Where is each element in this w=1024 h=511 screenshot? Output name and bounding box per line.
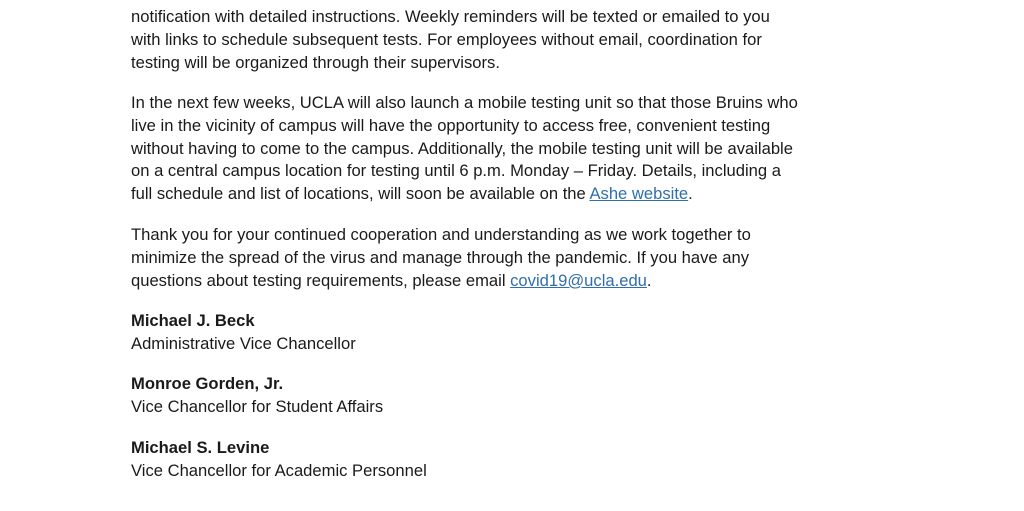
text-segment: .	[688, 184, 693, 204]
signature-block	[131, 373, 383, 419]
text-segment: questions about testing requirements, please email	[131, 270, 511, 290]
signatory-title: Administrative Vice Chancellor	[131, 333, 356, 353]
text-line: on a central campus location for testing until 6 p.m. Monday – Friday. Details, including a	[131, 161, 781, 181]
text-line: Thank you for your continued cooperation and understanding as we work together to	[131, 225, 751, 244]
text-line: In the next few weeks, UCLA will also launch a mobile testing unit so that those Bruins who	[131, 93, 798, 112]
text-line: minimize the spread of the virus and manage through the pandemic. If you have any	[131, 247, 750, 267]
text-segment: .	[646, 270, 652, 290]
signature-block	[131, 310, 356, 356]
text-line-with-email	[131, 270, 751, 293]
ashe-website-link[interactable]: Ashe website	[589, 184, 689, 204]
signatory-name: Michael J. Beck	[131, 311, 255, 330]
signatory-title: Vice Chancellor for Student Affairs	[131, 396, 384, 416]
signature-block	[131, 437, 427, 483]
text-line: with links to schedule subsequent tests. For employees without email, coordination for	[131, 29, 762, 49]
paragraph-thank-you	[131, 224, 751, 292]
email-link[interactable]: covid19@ucla.edu	[510, 270, 647, 290]
text-line: without having to come to the campus. Additionally, the mobile testing unit will be available	[131, 138, 793, 158]
text-line: live in the vicinity of campus will have the opportunity to access free, convenient testing	[131, 115, 771, 135]
paragraph-testing-notification	[131, 6, 770, 74]
text-line-with-link	[131, 183, 798, 206]
signatory-name: Michael S. Levine	[131, 438, 270, 457]
signatory-title: Vice Chancellor for Academic Personnel	[131, 460, 427, 480]
text-line: testing will be organized through their supervisors.	[131, 52, 500, 72]
paragraph-mobile-testing	[131, 92, 798, 206]
text-line: notification with detailed instructions. Weekly reminders will be texted or emailed to you	[131, 7, 770, 26]
signatory-name: Monroe Gorden, Jr.	[131, 374, 284, 393]
text-segment: full schedule and list of locations, will soon be available on the	[131, 184, 590, 204]
